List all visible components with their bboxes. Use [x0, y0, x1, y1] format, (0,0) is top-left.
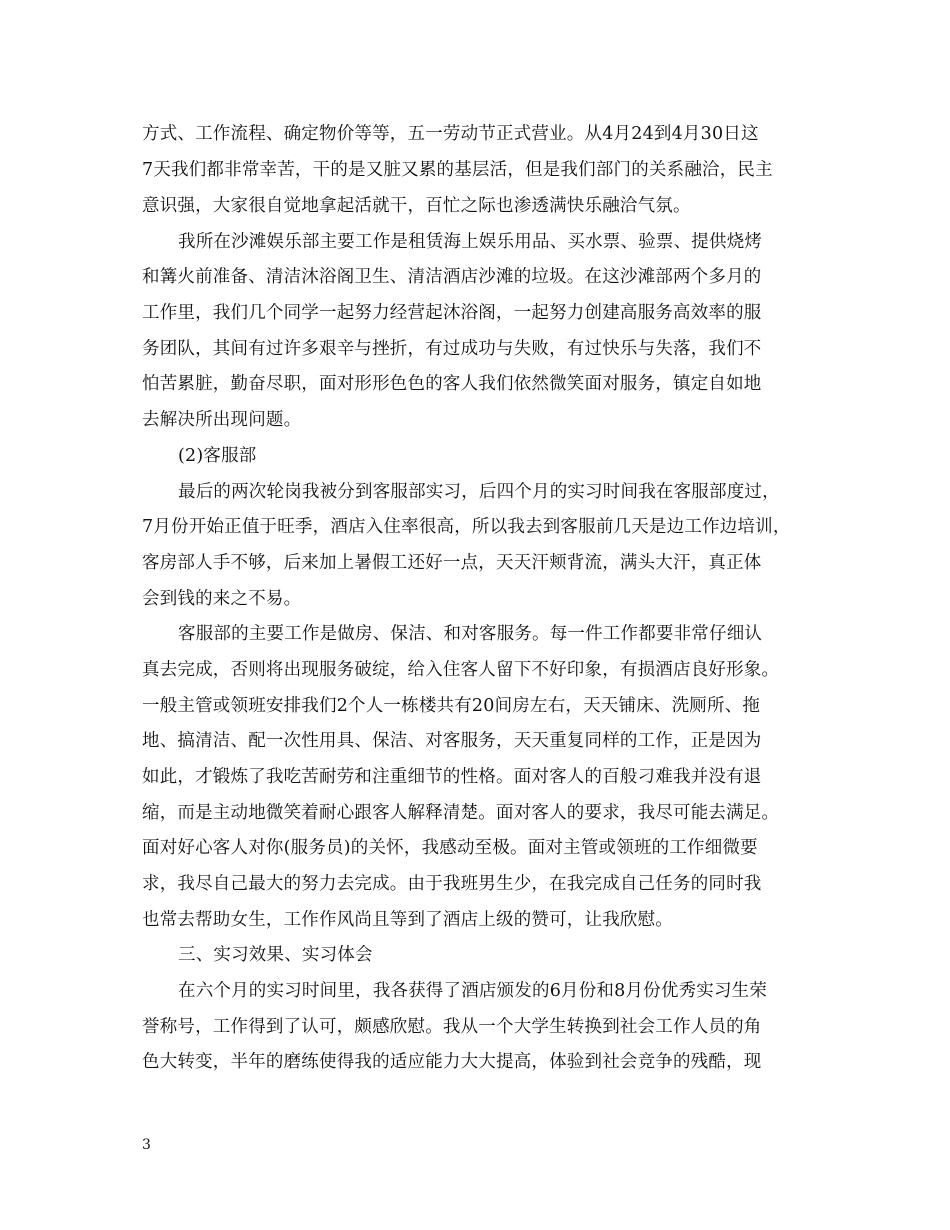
text-line: 和篝火前准备、清洁沐浴阁卫生、清洁酒店沙滩的垃圾。在这沙滩部两个多月的: [142, 267, 762, 287]
text-line: 地、搞清洁、配一次性用具、保洁、对客服务，天天重复同样的工作，正是因为: [142, 731, 762, 751]
text-line: 方式、工作流程、确定物价等等，五一劳动节正式营业。从4月24到4月30日这: [142, 124, 759, 144]
text-line: 如此，才锻炼了我吃苦耐劳和注重细节的性格。面对客人的百般刁难我并没有退: [142, 767, 762, 787]
text-line: 也常去帮助女生，工作作风尚且等到了酒店上级的赞可，让我欣慰。: [142, 910, 673, 930]
text-line: 客服部的主要工作是做房、保洁、和对客服务。每一件工作都要非常仔细认: [178, 624, 763, 644]
text-line: 工作里，我们几个同学一起努力经营起沐浴阁，一起努力创建高服务高效率的服: [142, 303, 762, 323]
text-line: 誉称号，工作得到了认可，颇感欣慰。我从一个大学生转换到社会工作人员的角: [142, 1017, 762, 1037]
text-line: 求，我尽自己最大的努力去完成。由于我班男生少，在我完成自己任务的同时我: [142, 874, 762, 894]
text-line: 一般主管或领班安排我们2个人一栋楼共有20间房左右，天天铺床、洗厕所、拖: [142, 696, 761, 716]
text-line: 意识强，大家很自觉地拿起活就干，百忙之际也渗透满快乐融洽气氛。: [142, 196, 691, 216]
text-line: 在六个月的实习时间里，我各获得了酒店颁发的6月份和8月份优秀实习生荣: [178, 981, 768, 1001]
text-line: 7月份开始正值于旺季，酒店入住率很高，所以我去到客服前几天是边工作边培训，: [142, 517, 791, 537]
text-line: 怕苦累脏，勤奋尽职，面对形形色色的客人我们依然微笑面对服务，镇定自如地: [142, 374, 762, 394]
page-number: 3: [142, 1137, 151, 1153]
text-line: 客房部人手不够，后来加上暑假工还好一点，天天汗颊背流，满头大汗，真正体: [142, 553, 762, 573]
text-line: 色大转变，半年的磨练使得我的适应能力大大提高，体验到社会竞争的残酷，现: [142, 1052, 762, 1072]
section-heading: 三、实习效果、实习体会: [178, 945, 373, 965]
text-line: 我所在沙滩娱乐部主要工作是租赁海上娱乐用品、买水票、验票、提供烧烤: [178, 232, 763, 252]
text-line: 最后的两次轮岗我被分到客服部实习，后四个月的实习时间我在客服部度过，: [178, 482, 780, 502]
text-line: 会到钱的来之不易。: [142, 589, 302, 609]
text-line: 真去完成，否则将出现服务破绽，给入住客人留下不好印象，有损酒店良好形象。: [142, 660, 780, 680]
text-line: 务团队，其间有过许多艰辛与挫折，有过成功与失败，有过快乐与失落，我们不: [142, 339, 762, 359]
section-heading: (2)客服部: [178, 446, 257, 466]
text-line: 7天我们都非常幸苦，干的是又脏又累的基层活，但是我们部门的关系融洽，民主: [142, 160, 773, 180]
text-line: 面对好心客人对你(服务员)的关怀，我感动至极。面对主管或领班的工作细微要: [142, 838, 758, 858]
text-line: 缩，而是主动地微笑着耐心跟客人解释清楚。面对客人的要求，我尽可能去满足。: [142, 803, 780, 823]
text-line: 去解决所出现问题。: [142, 410, 302, 430]
